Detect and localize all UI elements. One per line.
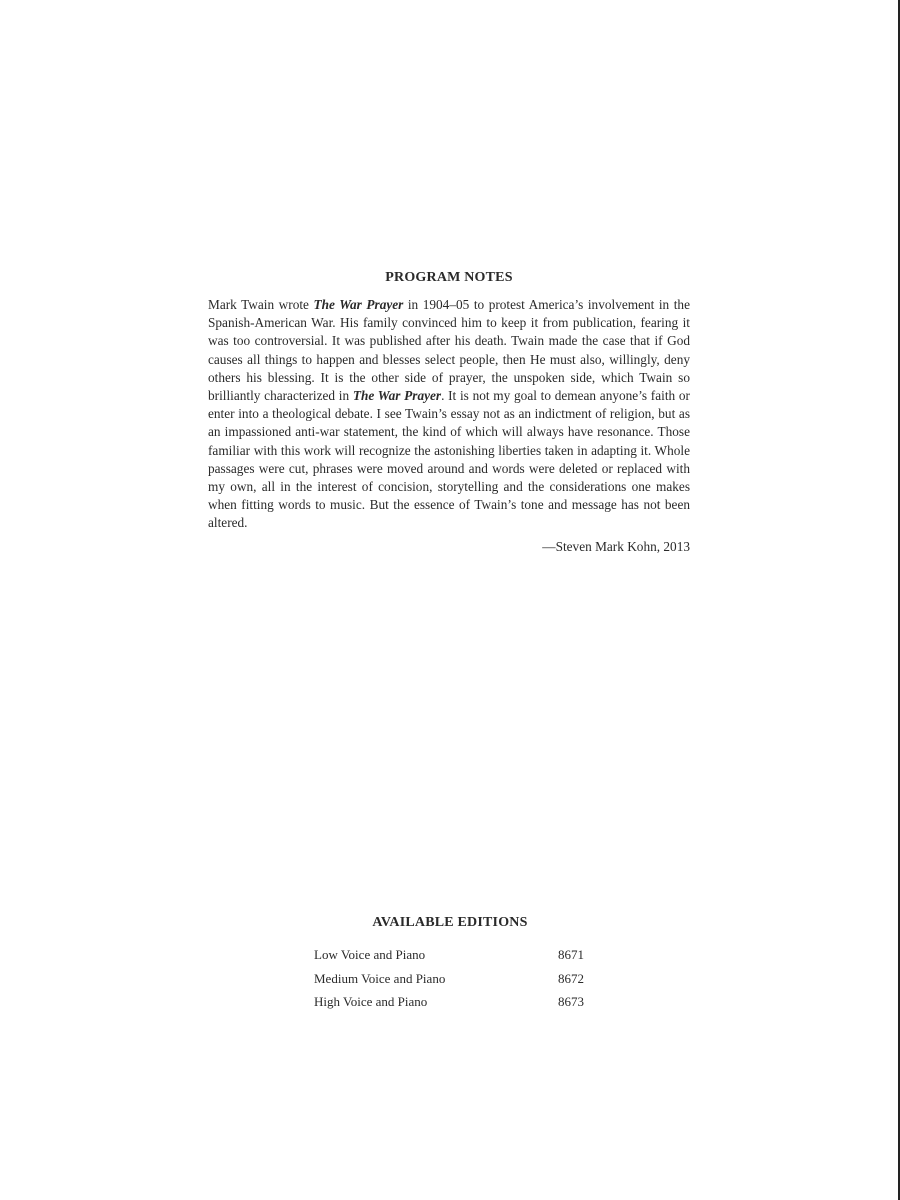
edition-number: 8673 xyxy=(558,994,584,1009)
available-editions-section xyxy=(310,915,590,1014)
edition-row-low xyxy=(310,943,590,967)
program-notes-section xyxy=(208,270,690,555)
edition-number: 8671 xyxy=(558,947,584,962)
edition-name: High Voice and Piano xyxy=(314,994,428,1009)
program-notes-body xyxy=(208,296,690,533)
notes-text-1: Mark Twain wrote xyxy=(208,297,314,312)
edition-name: Medium Voice and Piano xyxy=(314,970,446,986)
program-notes-title: PROGRAM NOTES xyxy=(385,270,513,285)
work-title-italic-2: The War Prayer xyxy=(352,388,442,404)
edition-row-high xyxy=(310,990,590,1014)
author-signature: —Steven Mark Kohn, 2013 xyxy=(542,538,690,554)
notes-text-2: in 1904–05 to protest America’s involvement in the Spanish-American War. His family convinced him to keep it from publication, fearing it was too controversial. It was published after his death. Twain made the case that if God causes all things to happen and blesses select people, then He must also, willingly, deny others his blessing. It is the other side of prayer, the unspoken side, which Twain so brilliantly characterized in xyxy=(208,297,690,404)
edition-name: Low Voice and Piano xyxy=(314,947,426,962)
notes-text-3: . It is not my goal to demean anyone’s faith or enter into a theological debate. I see Twain’s essay not as an indictment of religion, but as an impassioned anti-war statement, the kind of which will always have resonance. Those familiar with this work will recognize the astonishing liberties taken in adapting it. Whole passages were cut, phrases were moved around and words were deleted or replaced with my own, all in the interest of concision, storytelling and the considerations one makes when fitting words to music. But the essence of Twain’s tone and message has not been altered. xyxy=(208,388,690,531)
work-title-italic-1: The War Prayer xyxy=(313,297,404,312)
edition-number: 8672 xyxy=(558,970,584,986)
edition-row-medium xyxy=(310,967,590,991)
available-editions-title: AVAILABLE EDITIONS xyxy=(372,915,528,930)
